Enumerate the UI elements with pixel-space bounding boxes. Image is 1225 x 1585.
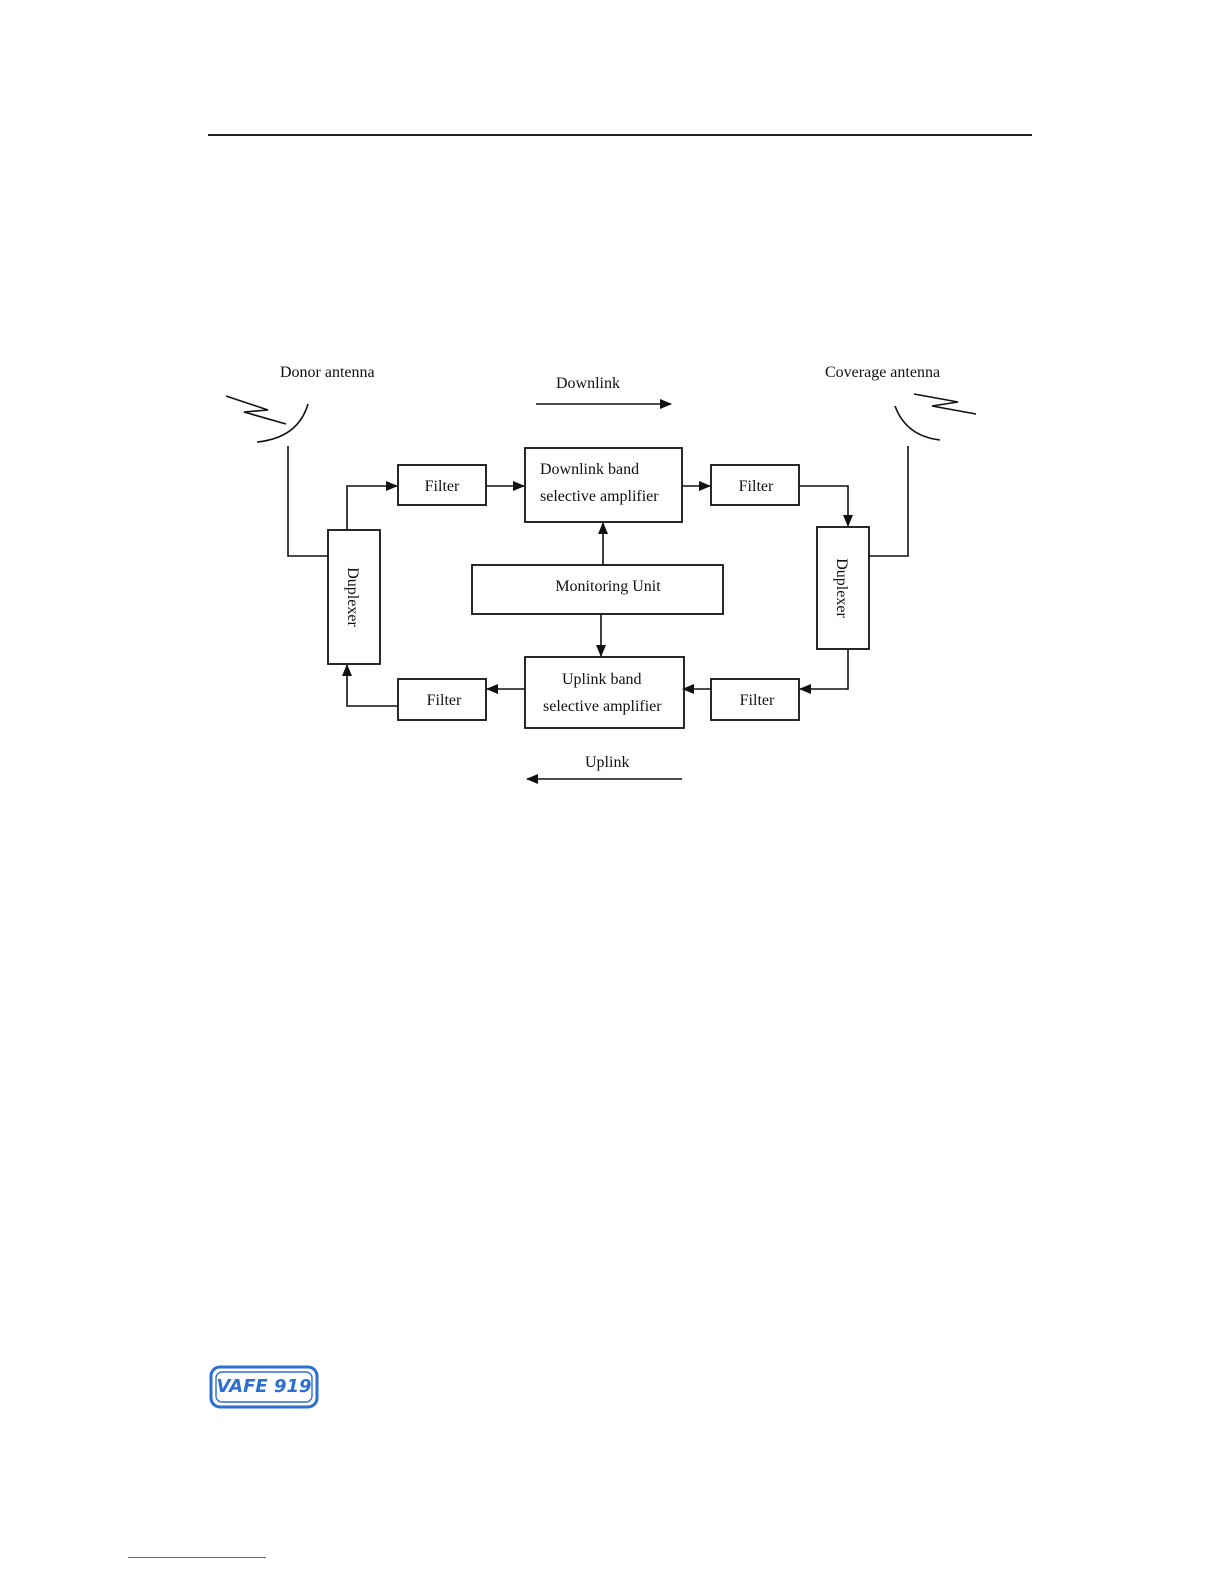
filter-uplink-in-label: Filter — [739, 692, 775, 709]
filter-uplink-out-label: Filter — [426, 692, 462, 709]
downlink-amplifier-label-2: selective amplifier — [540, 488, 659, 505]
filter-downlink-out-label: Filter — [738, 478, 774, 495]
uplink-amplifier — [525, 657, 684, 728]
logo-text: VAFE 919 — [216, 1376, 312, 1397]
coverage-antenna-label: Coverage antenna — [825, 364, 941, 381]
downlink-amplifier — [525, 448, 682, 522]
uplink-amplifier-label-1: Uplink band — [562, 671, 642, 688]
logo-badge — [210, 1366, 318, 1408]
duplexer-right-label: Duplexer — [833, 558, 850, 618]
uplink-amplifier-label-2: selective amplifier — [543, 698, 662, 715]
donor-antenna-label: Donor antenna — [280, 364, 375, 381]
donor-antenna-icon — [226, 396, 308, 442]
duplexer-left-label: Duplexer — [344, 567, 361, 627]
filter-downlink-in-label: Filter — [424, 478, 460, 495]
downlink-label: Downlink — [556, 375, 620, 392]
monitoring-unit-label: Monitoring Unit — [555, 578, 661, 595]
footer-rule — [128, 1557, 266, 1558]
coverage-antenna-icon — [895, 394, 976, 440]
downlink-amplifier-label-1: Downlink band — [540, 461, 640, 478]
uplink-label: Uplink — [585, 754, 630, 771]
